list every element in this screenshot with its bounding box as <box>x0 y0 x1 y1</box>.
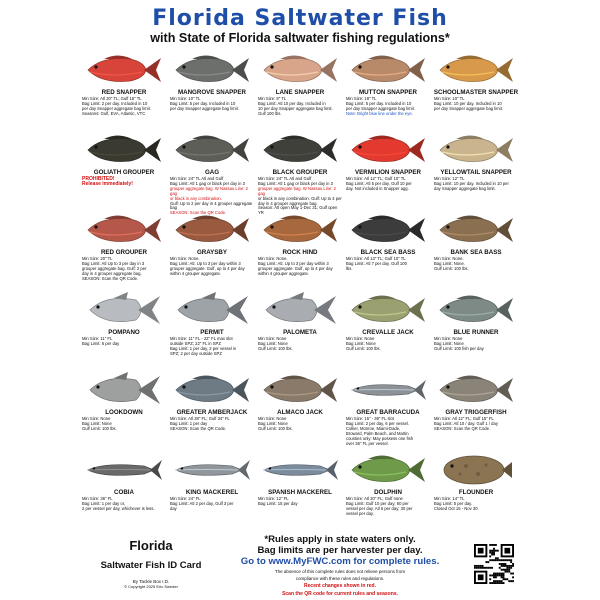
regulation-line: Bag Limit: Atl 10 / day. Gulf 1 / day <box>434 420 498 426</box>
regulation-line: per day Snapper aggregate bag limit. <box>82 105 151 111</box>
fish-grid <box>80 50 520 530</box>
gray-triggerfish-fish-icon <box>436 372 516 408</box>
goliath-grouper-fish-icon <box>84 132 164 168</box>
almaco-jack-fish-icon <box>260 372 340 408</box>
rules-notice <box>224 534 456 597</box>
regulation-line: within 4 grouper aggregate. <box>170 270 221 276</box>
regulation-line: Min Size: 11" FL - 22" FL max slot <box>170 336 233 341</box>
regulation-line: Bag Limit: 1 per day or, <box>82 500 126 506</box>
regulation-line: Min Size: 18" TL <box>346 96 377 101</box>
red-snapper-fish-icon <box>84 52 164 88</box>
regulation-line: Min Size: 24" TL Atl and Gulf <box>170 176 224 181</box>
cobia-fish-icon <box>84 452 164 488</box>
regulation-line: Gulf Limit: 100 fish per day <box>434 345 484 351</box>
fish-entry <box>168 130 256 216</box>
fish-name: LANE SNAPPER <box>275 89 325 96</box>
fish-entry <box>432 450 520 530</box>
regulation-line: 10 per day Snapper aggregate bag limit. <box>258 105 333 111</box>
regulation-line: grouper aggregate bag. W Nassau Line: 2 gag <box>170 185 248 196</box>
regulation-line: day Snapper aggregate bag limit. <box>434 185 496 191</box>
pompano-fish-icon <box>84 292 164 328</box>
regulation-line: Bag Limit: Atl Up to 3 per day in 3 <box>82 260 145 266</box>
fish-name: ROCK HIND <box>282 249 318 256</box>
regulation-line: Min Size: Atl 12" TL; Gulf 10" TL <box>346 176 406 181</box>
regulation-line: Min Size: None. <box>434 256 464 261</box>
regulation-line: or black in any combination. <box>170 195 222 201</box>
regulation-line: Collier, Monroe, Miami-Dade, <box>346 425 401 431</box>
regulation-line: day <box>170 505 177 511</box>
graysby-fish-icon <box>172 212 252 248</box>
regulation-line: Min Size: 20" TL <box>82 256 113 261</box>
regulation-line: Min Size: 36" FL <box>82 496 113 501</box>
regulation-line: Min Size: Atl 20" TL; Gulf 16" TL <box>82 96 142 101</box>
regulation-line: Min Size: 12" TL <box>434 176 465 181</box>
fish-regulations <box>434 417 518 432</box>
regulation-line: Bag Limit: Gulf 10 per day; 60 per <box>346 500 409 506</box>
regulation-line: within 4 grouper aggregate. <box>258 270 309 276</box>
fish-regulations <box>82 337 166 347</box>
regulation-line: Min Size: Atl 12" FL; Gulf 15" FL <box>434 416 494 421</box>
regulation-line: per day Snapper aggregate bag limit. <box>170 105 239 111</box>
fish-regulations <box>434 177 518 192</box>
regulation-line: Bag Limit: 2 per day. Included in 10 <box>82 100 148 106</box>
fish-entry <box>344 130 432 210</box>
fish-name: LOOKDOWN <box>105 409 143 416</box>
regulation-line: Bag Limit: None <box>258 420 288 426</box>
regulation-line: day in 4 grouper aggregate bag. <box>258 200 318 206</box>
flounder-fish-icon <box>436 452 516 488</box>
fish-regulations <box>346 417 430 446</box>
fish-entry <box>256 450 344 530</box>
regulation-line: Min Size: 10" TL <box>170 96 201 101</box>
page-subtitle: with State of Florida saltwater fishing regulations* <box>150 31 450 45</box>
lane-snapper-fish-icon <box>260 52 340 88</box>
regulation-line: Gulf Limit: 100 lbs. <box>434 265 469 271</box>
regulation-line: per day Snapper aggregate bag limit. <box>346 105 415 111</box>
fish-id-card <box>74 0 526 600</box>
fish-regulations <box>258 497 342 507</box>
regulation-line: Min Size: None. <box>170 256 200 261</box>
regulation-line: Closed Oct 15 - Nov 30 <box>434 505 478 511</box>
fish-name: MUTTON SNAPPER <box>359 89 417 96</box>
regulation-line: vessel per day. Atl 5 per day; 30 per <box>346 505 413 511</box>
regulation-line: PROHIBITED! <box>82 176 115 182</box>
regulation-line: Bag Limit: Atl 2 per day, Gulf 3 per <box>170 500 234 506</box>
recent-changes-line-2: Scan the QR code for current rules and seasons. <box>282 591 398 597</box>
regulation-line: Min Size: 14" TL <box>434 496 465 501</box>
regulation-line: Min Size: Atl 13" TL; Gulf 10" TL <box>346 256 406 261</box>
regulation-line: outside SPZ; 22" FL in SPZ <box>170 340 221 346</box>
fish-regulations <box>434 257 518 272</box>
regulation-line: Note: Bright blue line under the eye. <box>346 110 413 116</box>
black-sea-bass-fish-icon <box>348 212 428 248</box>
fish-entry <box>256 290 344 370</box>
fish-entry <box>432 290 520 370</box>
rock-hind-fish-icon <box>260 212 340 248</box>
fish-regulations <box>258 417 342 432</box>
fish-name: POMPANO <box>108 329 140 336</box>
regulation-line: Bag Limit: 1 per day <box>170 420 208 426</box>
regulation-line: Bag Limit: None. <box>434 260 465 266</box>
fish-entry <box>432 210 520 290</box>
fish-entry <box>344 370 432 450</box>
fish-regulations <box>170 417 254 432</box>
fish-regulations <box>258 97 342 117</box>
regulation-line: Release immediately! <box>82 180 133 187</box>
fish-name: PERMIT <box>200 329 224 336</box>
regulation-line: Bag Limit: 2 per day, 6 per vessel. <box>346 420 409 426</box>
regulation-line: Bag Limit: Atl 1 gag or black per day in 3 <box>170 180 245 186</box>
regulation-line: Bag Limit: None <box>434 340 464 346</box>
card-title-block <box>86 538 216 589</box>
regulation-line: Min Size: 24" TL Atl and Gulf <box>258 176 312 181</box>
fish-name: YELLOWTAIL SNAPPER <box>440 169 512 176</box>
gag-grouper-fish-icon <box>172 132 252 168</box>
regulation-line: Bag Limit: 10 per day. Included in 10 <box>434 100 502 106</box>
recent-changes-line-1: Recent changes shown in red. <box>304 583 376 589</box>
regulation-line: Bag Limit: 1 per day, 2 per vessel in <box>170 345 237 351</box>
fish-entry <box>80 50 168 130</box>
fish-entry <box>344 210 432 290</box>
fish-name: GAG <box>204 169 220 176</box>
permit-fish-icon <box>172 292 252 328</box>
fish-name: GRAYSBY <box>196 249 228 256</box>
regulation-line: Min Size: 11" FL <box>82 336 113 341</box>
fish-regulations <box>434 97 518 112</box>
regulation-line: Min Size: Atl 20" FL; Gulf none <box>346 496 403 501</box>
fish-entry <box>168 450 256 530</box>
mangrove-snapper-fish-icon <box>172 52 252 88</box>
regulation-line: Bag Limit: None <box>346 340 376 346</box>
regulation-line: Min Size: None <box>258 336 287 341</box>
disclaimer-line-2: compliance with these rules and regulations. <box>295 575 385 581</box>
regulation-line: Gulf Limit: 100 lbs. <box>346 345 381 351</box>
fish-entry <box>80 210 168 290</box>
regulation-line: grouper aggregate. Gulf, up to 4 per day <box>258 265 333 271</box>
fish-name: COBIA <box>114 489 134 496</box>
regulation-line: Bag Limit: 5 per day. Included in 10 <box>346 100 412 106</box>
regulation-line: Bag Limit: Atl 5 per day. Gulf 10 per <box>346 180 412 186</box>
fish-entry <box>168 370 256 450</box>
vermilion-snapper-fish-icon <box>348 132 428 168</box>
regulation-line: Min Size: 10" TL <box>434 96 465 101</box>
fish-name: FLOUNDER <box>458 489 494 496</box>
fish-name: GREAT BARRACUDA <box>356 409 420 416</box>
king-mackerel-fish-icon <box>172 452 252 488</box>
regulation-line: Bag Limit: 6 per day <box>82 340 120 346</box>
fish-regulations <box>82 177 166 187</box>
regulation-line: SPZ; 2 per day outside SPZ <box>170 350 222 356</box>
lookdown-fish-icon <box>84 372 164 408</box>
fish-regulations <box>434 337 518 352</box>
regulation-line: Min Size: None <box>258 416 287 421</box>
blue-runner-fish-icon <box>436 292 516 328</box>
regulation-line: lbs. <box>346 265 353 271</box>
fish-name: SCHOOLMASTER SNAPPER <box>433 89 519 96</box>
fish-entry <box>256 370 344 450</box>
regulation-line: Min Size: 12" FL <box>258 496 289 501</box>
regulation-line: SEASON: Scan the QR Code. <box>170 210 227 216</box>
bank-sea-bass-fish-icon <box>436 212 516 248</box>
fish-regulations <box>82 97 166 117</box>
black-grouper-fish-icon <box>260 132 340 168</box>
regulation-line: Seasons: Gulf, EVA, Atlantic, VTC <box>82 110 146 116</box>
fish-name: PALOMETA <box>283 329 317 336</box>
mutton-snapper-fish-icon <box>348 52 428 88</box>
fish-name: BLUE RUNNER <box>453 329 499 336</box>
fish-regulations <box>434 497 518 512</box>
fish-name: VERMILION SNAPPER <box>354 169 421 176</box>
regulation-line: vessel per day. <box>346 510 374 516</box>
fish-entry <box>80 290 168 370</box>
palometa-fish-icon <box>260 292 340 328</box>
fish-entry <box>344 290 432 370</box>
fish-entry <box>168 290 256 370</box>
fish-entry <box>256 210 344 290</box>
fish-regulations <box>170 497 254 512</box>
regulation-line: Min Size: 24" FL <box>170 496 201 501</box>
dolphin-fish-icon <box>348 452 428 488</box>
page-title: Florida Saltwater Fish <box>152 6 448 31</box>
spanish-mackerel-fish-icon <box>260 452 340 488</box>
fish-name: ALMACO JACK <box>277 409 323 416</box>
regulation-line: Bag Limit: 10 per day. Included in 10 per <box>434 180 509 186</box>
fish-regulations <box>346 337 430 352</box>
fish-entry <box>256 50 344 130</box>
rules-line-2: Bag limits are per harvester per day. <box>257 545 423 556</box>
fish-name: BANK SEA BASS <box>450 249 502 256</box>
regulation-line: Bag Limit: None <box>258 340 288 346</box>
regulation-line: Bag Limit: Atl 7 per day. Gulf 100 <box>346 260 407 266</box>
regulation-line: grouper aggregate bag. Gulf: 2 per <box>82 265 147 271</box>
fish-entry <box>80 450 168 530</box>
regulation-line: Bag Limit: Atl. Up to 3 per day within 3 <box>170 260 241 266</box>
fish-regulations <box>346 497 430 517</box>
regulation-line: Season: Atl open May 1-Dec 31; Gulf open YR <box>258 205 338 216</box>
schoolmaster-snapper-fish-icon <box>436 52 516 88</box>
regulation-line: Min Size: None <box>434 336 463 341</box>
fish-name: BLACK SEA BASS <box>360 249 416 256</box>
regulation-line: Min Size: 15" - 36" FL slot <box>346 416 394 421</box>
card-subtitle: Saltwater Fish ID Card <box>100 560 202 571</box>
fish-entry <box>168 210 256 290</box>
fish-name: GOLIATH GROUPER <box>93 169 155 176</box>
regulation-line: Min Size: None <box>346 336 375 341</box>
regulation-line: Gulf Limit: 100 lbs. <box>82 425 117 431</box>
fish-entry <box>168 50 256 130</box>
yellowtail-snapper-fish-icon <box>436 132 516 168</box>
regulation-line: over 36" FL per vessel. <box>346 440 389 446</box>
fish-regulations <box>258 337 342 352</box>
fish-regulations <box>170 97 254 112</box>
fish-regulations <box>346 257 430 272</box>
fish-regulations <box>258 257 342 277</box>
fish-name: GRAY TRIGGERFISH <box>445 409 507 416</box>
fish-name: MANGROVE SNAPPER <box>177 89 247 96</box>
greater-amberjack-fish-icon <box>172 372 252 408</box>
qr-code-icon[interactable] <box>474 544 514 584</box>
regulation-line: SEASON: Scan the QR Code. <box>82 275 139 281</box>
regulation-line: Bag Limit: 15 per day <box>258 500 298 506</box>
rules-line-1: *Rules apply in state waters only. <box>264 534 416 545</box>
byline: By Tackle Box I.D. <box>132 579 170 584</box>
fish-name: GREATER AMBERJACK <box>176 409 248 416</box>
regulation-line: Gulf Limit: 100 lbs. <box>258 345 293 351</box>
regulation-line: Bag Limit: Atl 10 per day. Included in <box>258 100 326 106</box>
fish-name: DOLPHIN <box>374 489 402 496</box>
fish-regulations <box>170 257 254 277</box>
fish-name: RED SNAPPER <box>101 89 147 96</box>
fish-name: BLACK GROUPER <box>272 169 328 176</box>
regulation-line: Bag Limit: Atl 1 gag or black per day in 3 <box>258 180 333 186</box>
regulation-line: SEASON: Scan the QR Code. <box>434 425 491 431</box>
regulation-line: Min Size: 8" TL <box>258 96 287 101</box>
fish-entry <box>432 370 520 450</box>
regulation-line: counties only: May possess one fish <box>346 435 414 441</box>
regulation-line: per day Snapper aggregate bag limit. <box>434 105 503 111</box>
crevalle-jack-fish-icon <box>348 292 428 328</box>
regulation-line: grouper aggregate bag. W Nassau Line: 2 gag <box>258 185 336 196</box>
fish-entry <box>344 450 432 530</box>
fish-regulations <box>82 417 166 432</box>
fish-regulations <box>346 177 430 192</box>
fish-regulations <box>82 497 166 512</box>
fish-regulations <box>82 257 166 282</box>
regulation-line: Gulf Limit: 100 lbs. <box>258 425 293 431</box>
fish-entry <box>344 50 432 130</box>
website-link[interactable]: Go to www.MyFWC.com for complete rules. <box>240 556 440 567</box>
fish-name: KING MACKEREL <box>185 489 239 496</box>
fish-entry <box>80 130 168 210</box>
regulation-line: day in 4 grouper aggregate bag. <box>82 270 142 276</box>
fish-name: SPANISH MACKEREL <box>268 489 332 496</box>
fish-name: CREVALLE JACK <box>362 329 414 336</box>
regulation-line: Min Size: Atl 28" FL; Gulf 34" FL <box>170 416 230 421</box>
fish-entry <box>80 370 168 450</box>
regulation-line: SEASON: Scan the QR Code. <box>170 425 227 431</box>
fish-entry <box>432 50 520 130</box>
regulation-line: grouper aggregate. Gulf, up to 4 per day <box>170 265 245 271</box>
regulation-line: Min Size: None <box>82 416 111 421</box>
regulation-line: 2 per vessel per day, whichever is less. <box>82 505 155 511</box>
regulation-line: Broward, Palm Beach, and Martin <box>346 430 409 436</box>
regulation-line: day. Not included in Snapper agg. <box>346 185 409 191</box>
regulation-line: Gulf: Up to 2 per day in 4 grouper aggregate bag <box>170 200 253 211</box>
regulation-line: Min Size: None. <box>258 256 288 261</box>
great-barracuda-fish-icon <box>348 372 428 408</box>
fish-regulations <box>170 337 254 357</box>
fish-regulations <box>346 97 430 117</box>
fish-entry <box>432 130 520 210</box>
red-grouper-fish-icon <box>84 212 164 248</box>
regulation-line: Bag Limit: 5 per day. <box>434 500 473 506</box>
regulation-line: Gulf 100 lbs. <box>258 110 282 116</box>
regulation-line: Bag Limit: 5 per day. Included in 10 <box>170 100 236 106</box>
regulation-line: Bag Limit: None <box>82 420 112 426</box>
fish-entry <box>256 130 344 216</box>
disclaimer-line-1: The absence of this complete rules does not relieve persons from <box>274 569 406 574</box>
card-title: Florida <box>129 538 173 553</box>
regulation-line: Bag Limit: Atl. Up to 3 per day within 3 <box>258 260 329 266</box>
copyright: © Copyright 2025 Eric Sweder <box>124 584 178 589</box>
regulation-line: or black in any combination. Gulf: Up to 4 per <box>258 195 342 201</box>
fish-name: RED GROUPER <box>100 249 148 256</box>
